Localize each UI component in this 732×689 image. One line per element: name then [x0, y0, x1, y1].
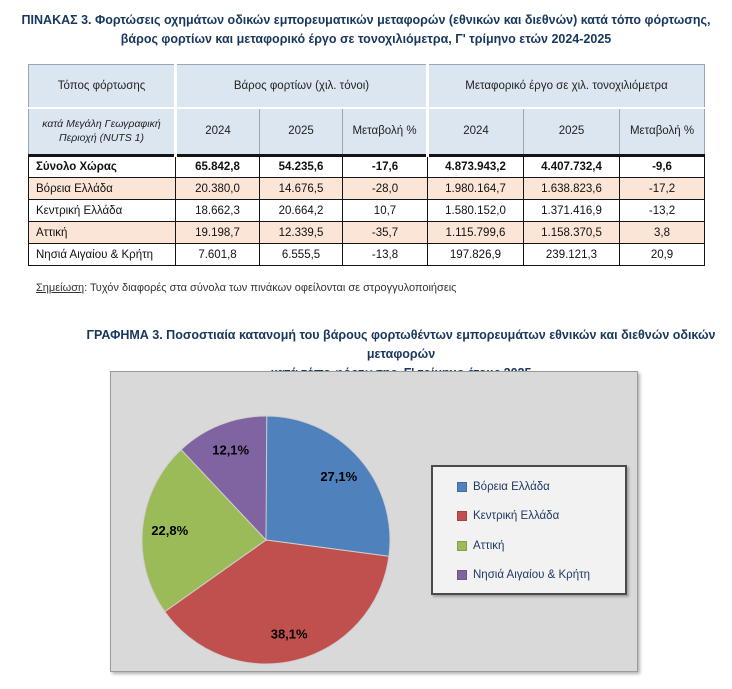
- row-region-label: Σύνολο Χώρας: [29, 156, 176, 178]
- header-weight-2024: 2024: [176, 108, 260, 156]
- legend-item: [457, 509, 619, 523]
- row-value-cell: 54.235,6: [260, 156, 343, 178]
- row-value-cell: -9,6: [620, 156, 705, 178]
- header-group-row: [29, 65, 705, 108]
- legend-item: [457, 568, 619, 582]
- row-value-cell: 1.980.164,7: [428, 178, 524, 200]
- freight-table: [28, 64, 705, 266]
- note-label: Σημείωση: [36, 282, 85, 294]
- pie-chart-frame: [110, 371, 638, 672]
- pie-slice-label: 22,8%: [151, 522, 189, 538]
- table-row: [29, 222, 705, 244]
- chart-title-line1: ΓΡΑΦΗΜΑ 3. Ποσοστιαία κατανομή του βάρους φορτωθέντων εμπορευμάτων εθνικών και διεθνών οδικών μεταφορών: [86, 328, 716, 361]
- row-value-cell: 3,8: [620, 222, 705, 244]
- row-value-cell: 19.198,7: [176, 222, 260, 244]
- row-region-label: Κεντρική Ελλάδα: [29, 200, 176, 222]
- row-value-cell: 1.158.370,5: [524, 222, 620, 244]
- row-value-cell: 20.664,2: [260, 200, 343, 222]
- note-text: : Τυχόν διαφορές στα σύνολα των πινάκων οφείλονται σε στρογγυλοποιήσεις: [84, 282, 457, 294]
- chart-legend: [431, 465, 627, 595]
- row-value-cell: 197.826,9: [428, 244, 524, 266]
- header-region-nuts: κατά Μεγάλη Γεωγραφική Περιοχή (NUTS 1): [29, 108, 176, 156]
- row-value-cell: -13,8: [343, 244, 428, 266]
- header-sub-row: [29, 108, 705, 156]
- header-place-of-loading: Τόπος φόρτωσης: [29, 65, 176, 108]
- table-title-line1: ΠΙΝΑΚΑΣ 3. Φορτώσεις οχημάτων οδικών εμπορευματικών μεταφορών (εθνικών και διεθνών) κατά τόπο φόρτωσης,: [21, 13, 711, 27]
- row-value-cell: 65.842,8: [176, 156, 260, 178]
- row-value-cell: -17,2: [620, 178, 705, 200]
- header-work-2025: 2025: [524, 108, 620, 156]
- row-value-cell: 14.676,5: [260, 178, 343, 200]
- row-value-cell: 20.380,0: [176, 178, 260, 200]
- header-weight-2025: 2025: [260, 108, 343, 156]
- row-value-cell: 10,7: [343, 200, 428, 222]
- row-value-cell: -28,0: [343, 178, 428, 200]
- header-work-2024: 2024: [428, 108, 524, 156]
- table-header: [29, 65, 705, 156]
- row-value-cell: 6.555,5: [260, 244, 343, 266]
- pie-slice-label: 12,1%: [212, 442, 250, 458]
- row-value-cell: -13,2: [620, 200, 705, 222]
- row-value-cell: 4.873.943,2: [428, 156, 524, 178]
- pie-slice-1: [266, 416, 390, 556]
- legend-label: Αττική: [473, 539, 505, 552]
- header-group-transport-work: Μεταφορικό έργο σε χιλ. τονοχιλιόμετρα: [428, 65, 705, 108]
- table-row: [29, 156, 705, 178]
- row-value-cell: 20,9: [620, 244, 705, 266]
- header-group-weight: Βάρος φορτίων (χιλ. τόνοι): [176, 65, 428, 108]
- table-note: [36, 282, 456, 294]
- row-value-cell: 1.580.152,0: [428, 200, 524, 222]
- row-region-label: Βόρεια Ελλάδα: [29, 178, 176, 200]
- legend-label: Βόρεια Ελλάδα: [473, 481, 550, 493]
- row-region-label: Νησιά Αιγαίου & Κρήτη: [29, 244, 176, 266]
- header-weight-change: Μεταβολή %: [343, 108, 428, 156]
- row-value-cell: -17,6: [343, 156, 428, 178]
- row-value-cell: -35,7: [343, 222, 428, 244]
- table-row: [29, 244, 705, 266]
- table-body: [29, 156, 705, 266]
- row-region-label: Αττική: [29, 222, 176, 244]
- legend-swatch-icon: [457, 511, 467, 521]
- row-value-cell: 18.662,3: [176, 200, 260, 222]
- row-value-cell: 239.121,3: [524, 244, 620, 266]
- header-work-change: Μεταβολή %: [620, 108, 705, 156]
- legend-label: Νησιά Αιγαίου & Κρήτη: [473, 568, 591, 581]
- table-title-line2: βάρος φορτίων και μεταφορικό έργο σε τονοχιλιόμετρα, Γ' τρίμηνο ετών 2024-2025: [120, 32, 612, 46]
- row-value-cell: 1.115.799,6: [428, 222, 524, 244]
- row-value-cell: 12.339,5: [260, 222, 343, 244]
- table-row: [29, 178, 705, 200]
- table-row: [29, 200, 705, 222]
- legend-item: [457, 539, 619, 553]
- row-value-cell: 1.638.823,6: [524, 178, 620, 200]
- legend-swatch-icon: [457, 541, 467, 551]
- table-title: [0, 11, 732, 49]
- row-value-cell: 7.601,8: [176, 244, 260, 266]
- legend-item: [457, 480, 619, 494]
- row-value-cell: 1.371.416,9: [524, 200, 620, 222]
- row-value-cell: 4.407.732,4: [524, 156, 620, 178]
- legend-label: Κεντρική Ελλάδα: [473, 510, 560, 523]
- legend-swatch-icon: [457, 570, 467, 580]
- pie-slice-label: 38,1%: [270, 626, 308, 642]
- pie-slice-label: 27,1%: [320, 468, 358, 484]
- legend-swatch-icon: [457, 482, 467, 492]
